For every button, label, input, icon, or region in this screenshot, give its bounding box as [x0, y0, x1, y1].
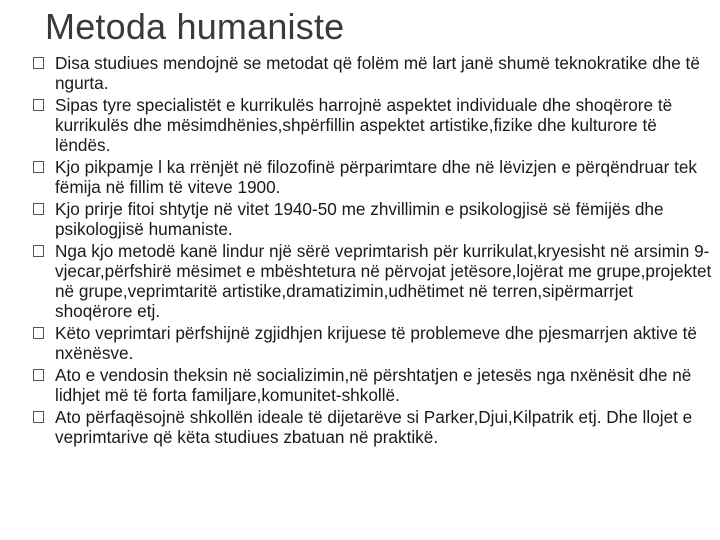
bullet-text: Nga kjo metodë kanë lindur një sërë veprimtarish për kurrikulat,kryesisht në arsimin 9-vjecar,përfshirë mësimet e mbështetura në përvojat jetësore,lojërat me grupe,projektet në grupe,veprimtaritë artistike,dramatizimin,udhëtimet në terren,sipërmarrjet shoqërore etj.: [55, 241, 712, 321]
square-bullet-icon: [33, 327, 44, 339]
bullet-item: [33, 365, 715, 405]
bullet-item: [33, 407, 715, 447]
bullet-item: [33, 95, 715, 155]
bullet-text: Kjo prirje fitoi shtytje në vitet 1940-50 me zhvillimin e psikologjisë së fëmijës dhe psikologjisë humaniste.: [55, 199, 664, 239]
square-bullet-icon: [33, 161, 44, 173]
bullet-text: Ato përfaqësojnë shkollën ideale të dijetarëve si Parker,Djui,Kilpatrik etj. Dhe llojet e veprimtarive që këta studiues zbatuan në praktikë.: [55, 407, 693, 447]
bullet-list: [33, 53, 715, 449]
slide-title: Metoda humaniste: [45, 6, 345, 47]
square-bullet-icon: [33, 57, 44, 69]
bullet-item: [33, 323, 715, 363]
bullet-text: Disa studiues mendojnë se metodat që folëm më lart janë shumë teknokratike dhe të ngurta.: [55, 53, 700, 93]
square-bullet-icon: [33, 245, 44, 257]
bullet-text: Sipas tyre specialistët e kurrikulës harrojnë aspektet individuale dhe shoqërore të kurrikulës dhe mësimdhënies,shpërfillin aspektet artistike,fizike dhe kulturore të lëndës.: [55, 95, 673, 155]
bullet-text: Kjo pikpamje l ka rrënjët në filozofinë përparimtare dhe në lëvizjen e përqëndruar tek fëmija në fillim të viteve 1900.: [55, 157, 698, 197]
square-bullet-icon: [33, 369, 44, 381]
bullet-item: [33, 241, 715, 321]
square-bullet-icon: [33, 411, 44, 423]
bullet-item: [33, 199, 715, 239]
square-bullet-icon: [33, 203, 44, 215]
square-bullet-icon: [33, 99, 44, 111]
bullet-text: Këto veprimtari përfshijnë zgjidhjen krijuese të problemeve dhe pjesmarrjen aktive të nxënësve.: [55, 323, 697, 363]
bullet-item: [33, 53, 715, 93]
bullet-item: [33, 157, 715, 197]
bullet-text: Ato e vendosin theksin në socializimin,në përshtatjen e jetesës nga nxënësit dhe në lidhjet më të forta familjare,komunitet-shkollë.: [55, 365, 692, 405]
